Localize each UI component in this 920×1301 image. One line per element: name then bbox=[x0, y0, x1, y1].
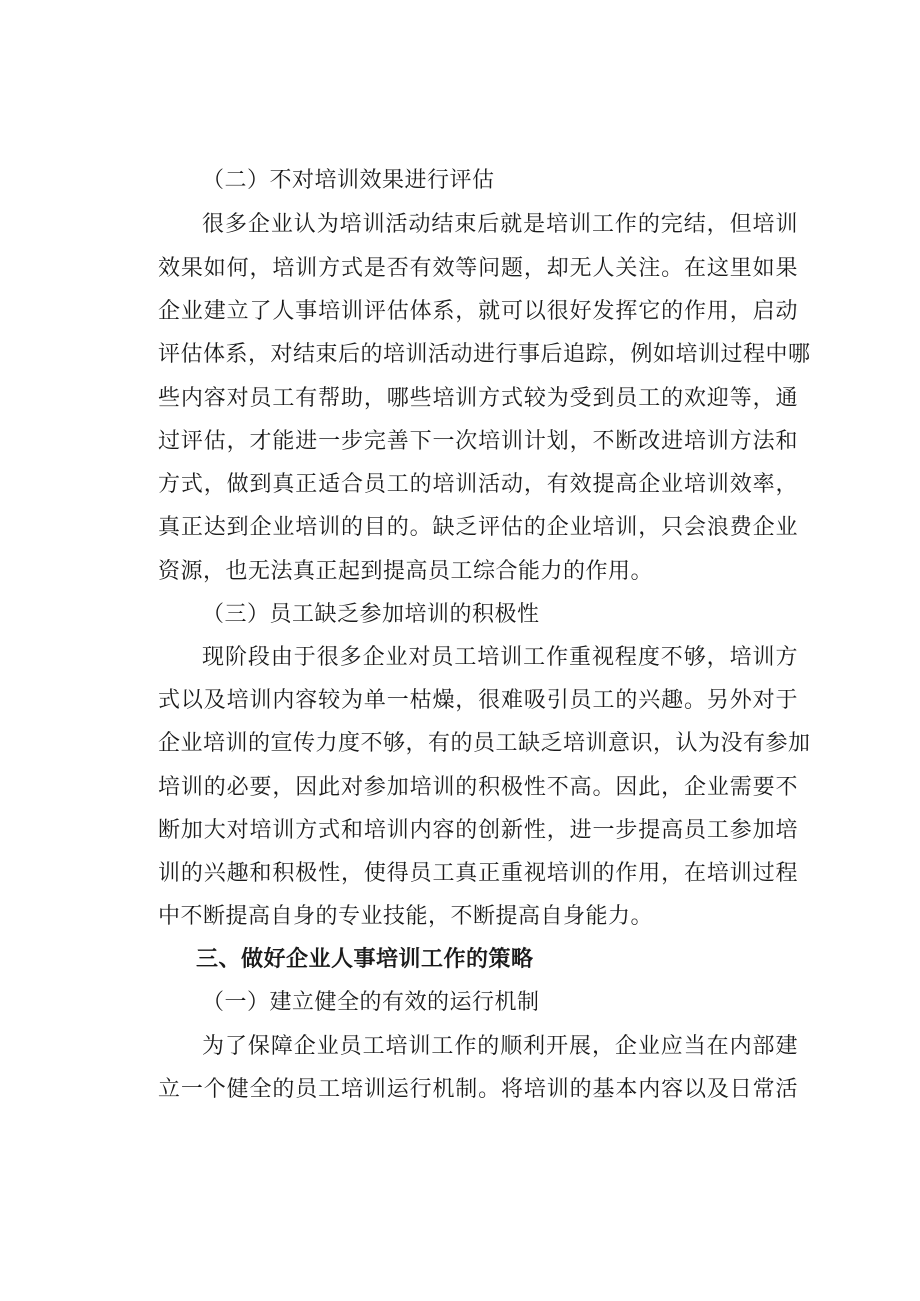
part-heading: 三、做好企业人事培训工作的策略 bbox=[196, 947, 534, 972]
paragraph-line: 断加大对培训方式和培训内容的创新性，进一步提高员工参加培 bbox=[158, 818, 798, 843]
section-heading-1: （一）建立健全的有效的运行机制 bbox=[202, 990, 540, 1015]
paragraph-line: 很多企业认为培训活动结束后就是培训工作的完结，但培训 bbox=[202, 212, 798, 237]
section-heading-3: （三）员工缺乏参加培训的积极性 bbox=[202, 602, 540, 627]
paragraph-line: 培训的必要，因此对参加培训的积极性不高。因此，企业需要不 bbox=[158, 775, 798, 800]
paragraph-line: 现阶段由于很多企业对员工培训工作重视程度不够，培训方 bbox=[202, 645, 798, 670]
paragraph-line: 企业培训的宣传力度不够，有的员工缺乏培训意识，认为没有参加 bbox=[158, 731, 811, 756]
paragraph-line: 中不断提高自身的专业技能，不断提高自身能力。 bbox=[158, 904, 654, 929]
paragraph-line: 训的兴趣和积极性，使得员工真正重视培训的作用，在培训过程 bbox=[158, 861, 798, 886]
paragraph-line: 立一个健全的员工培训运行机制。将培训的基本内容以及日常活 bbox=[158, 1077, 798, 1102]
paragraph-line: 过评估，才能进一步完善下一次培训计划，不断改进培训方法和 bbox=[158, 429, 798, 454]
paragraph-line: 式以及培训内容较为单一枯燥，很难吸引员工的兴趣。另外对于 bbox=[158, 688, 798, 713]
paragraph-line: 资源，也无法真正起到提高员工综合能力的作用。 bbox=[158, 559, 654, 584]
section-heading-2: （二）不对培训效果进行评估 bbox=[202, 168, 495, 193]
paragraph-line: 方式，做到真正适合员工的培训活动，有效提高企业培训效率， bbox=[158, 472, 798, 497]
paragraph-line: 些内容对员工有帮助，哪些培训方式较为受到员工的欢迎等，通 bbox=[158, 386, 798, 411]
paragraph-line: 真正达到企业培训的目的。缺乏评估的企业培训，只会浪费企业 bbox=[158, 515, 798, 540]
paragraph-line: 评估体系，对结束后的培训活动进行事后追踪，例如培训过程中哪 bbox=[158, 342, 811, 367]
paragraph-line: 效果如何，培训方式是否有效等问题，却无人关注。在这里如果 bbox=[158, 256, 798, 281]
paragraph-line: 企业建立了人事培训评估体系，就可以很好发挥它的作用，启动 bbox=[158, 299, 798, 324]
paragraph-line: 为了保障企业员工培训工作的顺利开展，企业应当在内部建 bbox=[202, 1034, 798, 1059]
